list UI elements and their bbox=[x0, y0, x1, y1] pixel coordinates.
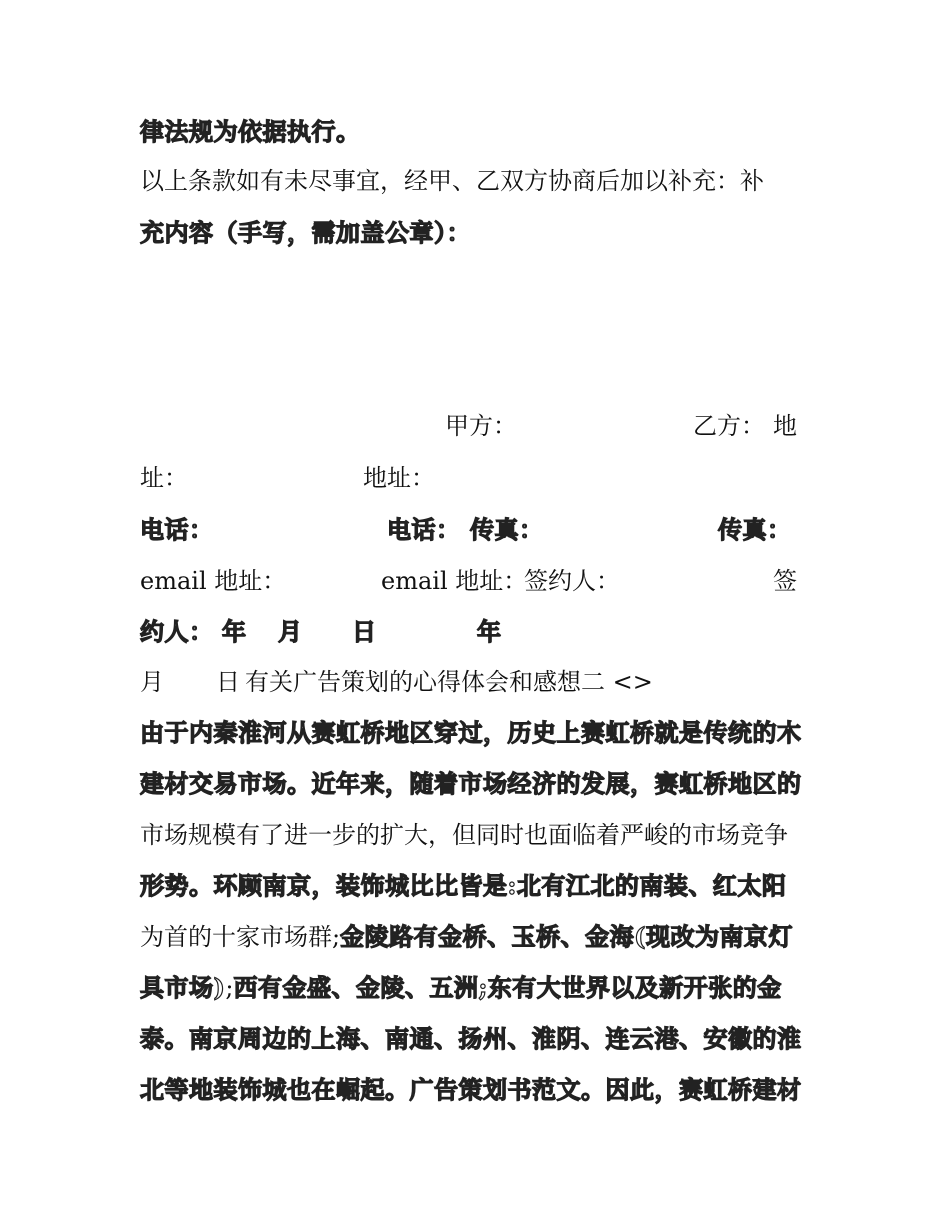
text-line-1: 律法规为依据执行。 bbox=[140, 117, 361, 146]
paragraph-line-5-plain: 为首的十家市场群; bbox=[140, 923, 341, 951]
address-a-label: 址： bbox=[140, 464, 188, 492]
text-line-2: 以上条款如有未尽事宜，经甲、乙双方协商后加以补充：补 bbox=[140, 167, 764, 195]
section-heading: 有关广告策划的心得体会和感想二 <> bbox=[245, 668, 653, 696]
party-a-label: 甲方： bbox=[445, 412, 517, 440]
month-a-label: 月 bbox=[278, 617, 303, 646]
address-fragment: 地 bbox=[773, 412, 797, 440]
paragraph-line-2: 建材交易市场。近年来，随着市场经济的发展，赛虹桥地区的 bbox=[140, 769, 802, 798]
fax-b-label: 传真： bbox=[718, 515, 792, 544]
paragraph-line-4: 形势。环顾南京，装饰城比比皆是:北有江北的南装、红太阳 bbox=[140, 871, 787, 900]
paragraph-line-6-outline-b: 西有金盛、金陵、五洲;东有大世界以及新开张的金 bbox=[233, 973, 782, 1002]
paragraph-line-6 bbox=[140, 973, 820, 1003]
paragraph-line-8: 北等地装饰城也在崛起。广告策划书范文。因此，赛虹桥建材 bbox=[140, 1075, 802, 1104]
paragraph-line-1: 由于内秦淮河从赛虹桥地区穿过，历史上赛虹桥就是传统的木 bbox=[140, 718, 802, 747]
text-line-3: 充内容（手写，需加盖公章）： bbox=[140, 218, 471, 247]
paragraph-line-6-plain: ; bbox=[225, 974, 234, 1002]
paragraph-line-5 bbox=[140, 922, 820, 952]
fax-a-label: 传真： bbox=[470, 515, 544, 544]
party-b-label: 乙方： bbox=[693, 412, 765, 440]
year-b-label: 年 bbox=[477, 617, 502, 646]
day-a-label: 日 bbox=[352, 617, 377, 646]
day-b-label: 日 bbox=[216, 668, 240, 696]
signer-a-label: 签约人： bbox=[524, 567, 620, 595]
month-b-label: 月 bbox=[140, 668, 164, 696]
year-a-label: 年 bbox=[222, 617, 247, 646]
paragraph-line-5-outline: 金陵路有金桥、玉桥、金海(现改为南京灯 bbox=[340, 922, 793, 951]
email-a-label: email 地址： bbox=[140, 567, 287, 595]
address-b-label: 地址： bbox=[363, 464, 435, 492]
email-b-label: email 地址： bbox=[381, 567, 528, 595]
signer-fragment: 签 bbox=[773, 567, 797, 595]
paragraph-line-7: 泰。南京周边的上海、南通、扬州、淮阴、连云港、安徽的淮 bbox=[140, 1024, 802, 1053]
paragraph-line-6-outline-a: 具市场) bbox=[140, 973, 226, 1002]
paragraph-line-3: 市场规模有了进一步的扩大，但同时也面临着严峻的市场竞争 bbox=[140, 821, 788, 849]
signer-b-label: 约人： bbox=[140, 617, 214, 646]
phone-a-label: 电话： bbox=[140, 515, 214, 544]
phone-b-label: 电话： bbox=[387, 515, 461, 544]
